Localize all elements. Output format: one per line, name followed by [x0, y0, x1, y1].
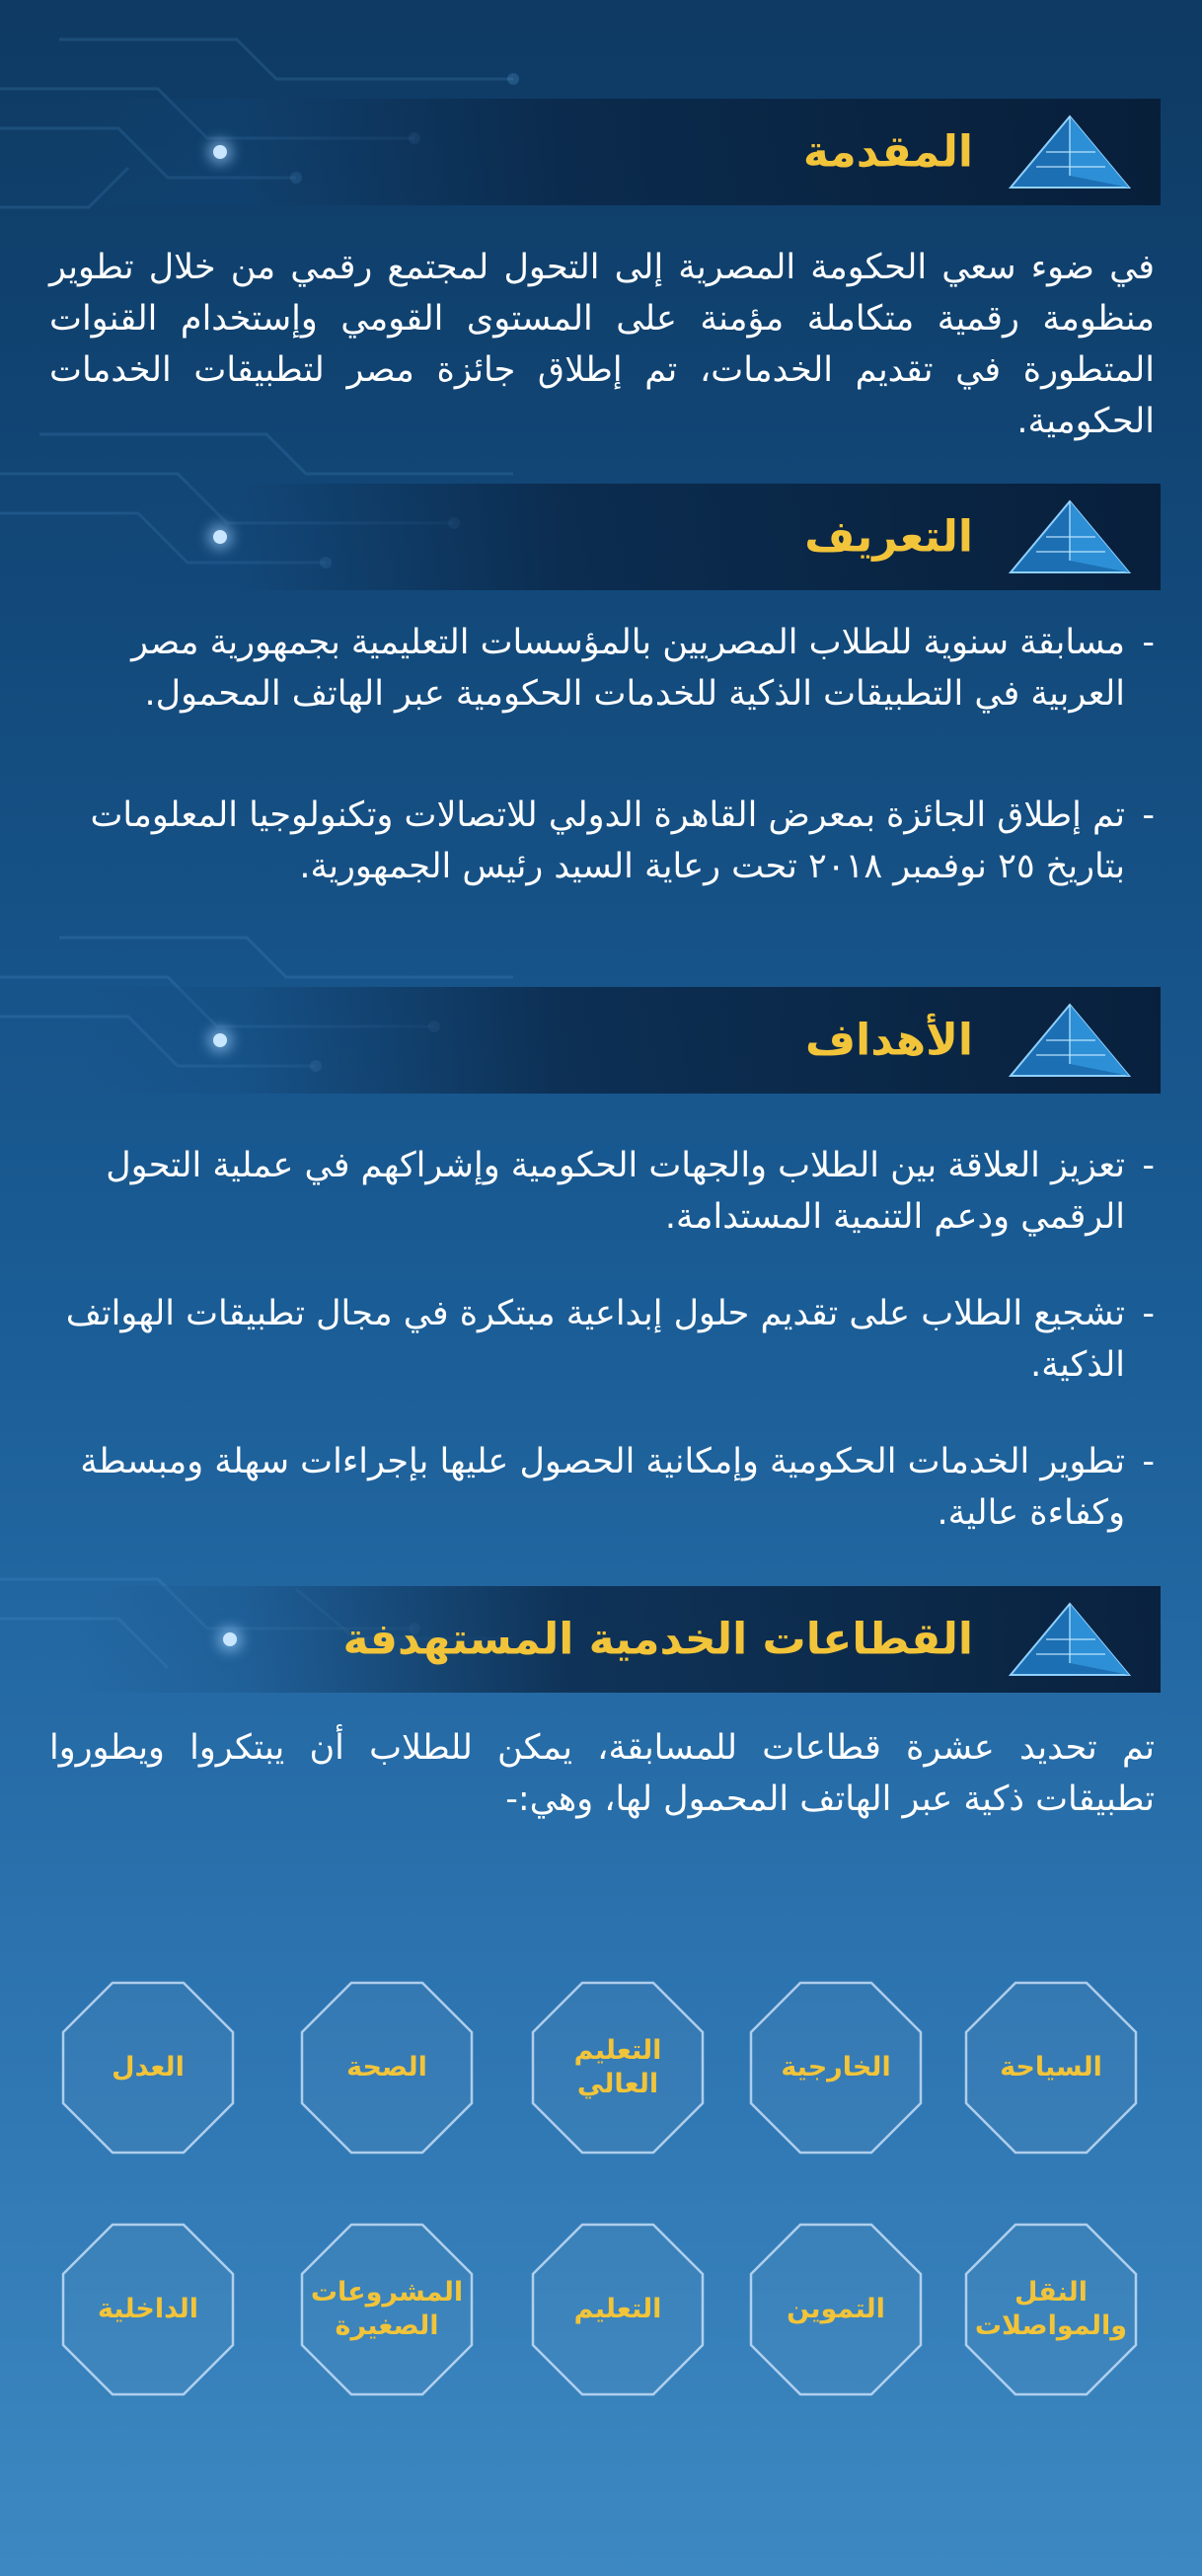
section-title-intro: المقدمة — [802, 126, 973, 178]
intro-paragraph: في ضوء سعي الحكومة المصرية إلى التحول لمجتمع رقمي من خلال تطوير منظومة رقمية متكاملة مؤمنة على المستوى القومي وإستخدام القنوات المتطورة في تقديم الخدمات، تم إطلاق جائزة مصر لتطبيقات الخدمات الحكومية. — [49, 248, 1155, 441]
sector-label: النقل والمواصلات — [974, 2277, 1128, 2341]
pyramid-icon — [1007, 497, 1133, 576]
sector-octagon — [529, 1979, 707, 2157]
sector-label: التعليم — [573, 2294, 662, 2324]
pyramid-icon — [1007, 1600, 1133, 1679]
section-title-definition: التعريف — [804, 511, 973, 563]
sector-label: الصحة — [346, 2052, 427, 2083]
sector-octagon — [962, 1979, 1140, 2157]
goals-bullet — [39, 1288, 1155, 1391]
sector-label: السياحة — [1000, 2052, 1102, 2083]
pyramid-icon — [1007, 113, 1133, 191]
bullet-dash: - — [1142, 1294, 1155, 1333]
section-banner-sectors — [75, 1586, 1161, 1693]
pyramid-icon — [1007, 1001, 1133, 1080]
bullet-dash: - — [1142, 796, 1155, 835]
bullet-dash: - — [1142, 623, 1155, 662]
sector-octagon — [529, 2221, 707, 2398]
section-banner-intro — [75, 99, 1161, 205]
sector-octagon — [59, 2221, 237, 2398]
goals-bullet — [39, 1436, 1155, 1539]
sectors-paragraph: تم تحديد عشرة قطاعات للمسابقة، يمكن للطلاب أن يبتكروا ويطوروا تطبيقات ذكية عبر الهاتف المحمول لها، وهي:- — [49, 1728, 1155, 1819]
sector-label: المشروعات الصغيرة — [310, 2277, 464, 2341]
sector-octagon — [59, 1979, 237, 2157]
sector-label: التعليم العالي — [573, 2035, 662, 2099]
glow-dot — [213, 530, 227, 544]
glow-dot — [223, 1632, 237, 1646]
bullet-dash: - — [1142, 1146, 1155, 1185]
sector-octagon — [747, 1979, 925, 2157]
bullet-dash: - — [1142, 1442, 1155, 1481]
sector-octagon — [298, 1979, 476, 2157]
section-title-goals: الأهداف — [805, 1015, 973, 1066]
sector-label: التموين — [787, 2294, 885, 2324]
goals-bullet-text: تعزيز العلاقة بين الطلاب والجهات الحكومية وإشراكهم في عملية التحول الرقمي ودعم التنمية المستدامة. — [106, 1146, 1125, 1237]
sector-label: العدل — [112, 2052, 185, 2083]
glow-dot — [213, 145, 227, 159]
definition-bullet — [39, 617, 1155, 720]
sector-octagon — [298, 2221, 476, 2398]
section-banner-definition — [75, 484, 1161, 590]
section-banner-goals — [75, 987, 1161, 1094]
definition-bullet-text: تم إطلاق الجائزة بمعرض القاهرة الدولي للاتصالات وتكنولوجيا المعلومات بتاريخ ٢٥ نوفمبر ٢٠١٨ تحت رعاية السيد رئيس الجمهورية. — [90, 796, 1125, 886]
goals-bullet — [39, 1140, 1155, 1243]
sector-octagon — [962, 2221, 1140, 2398]
definition-bullet — [39, 790, 1155, 892]
sector-label: الداخلية — [97, 2294, 199, 2324]
definition-bullet-text: مسابقة سنوية للطلاب المصريين بالمؤسسات التعليمية بجمهورية مصر العربية في التطبيقات الذكية للخدمات الحكومية عبر الهاتف المحمول. — [131, 623, 1125, 714]
goals-bullet-text: تشجيع الطلاب على تقديم حلول إبداعية مبتكرة في مجال تطبيقات الهواتف الذكية. — [65, 1294, 1125, 1385]
glow-dot — [213, 1033, 227, 1047]
sector-octagon — [747, 2221, 925, 2398]
section-title-sectors: القطاعات الخدمية المستهدفة — [342, 1614, 973, 1665]
goals-bullet-text: تطوير الخدمات الحكومية وإمكانية الحصول عليها بإجراءات سهلة ومبسطة وكفاءة عالية. — [80, 1442, 1125, 1533]
sector-label: الخارجية — [781, 2052, 891, 2083]
